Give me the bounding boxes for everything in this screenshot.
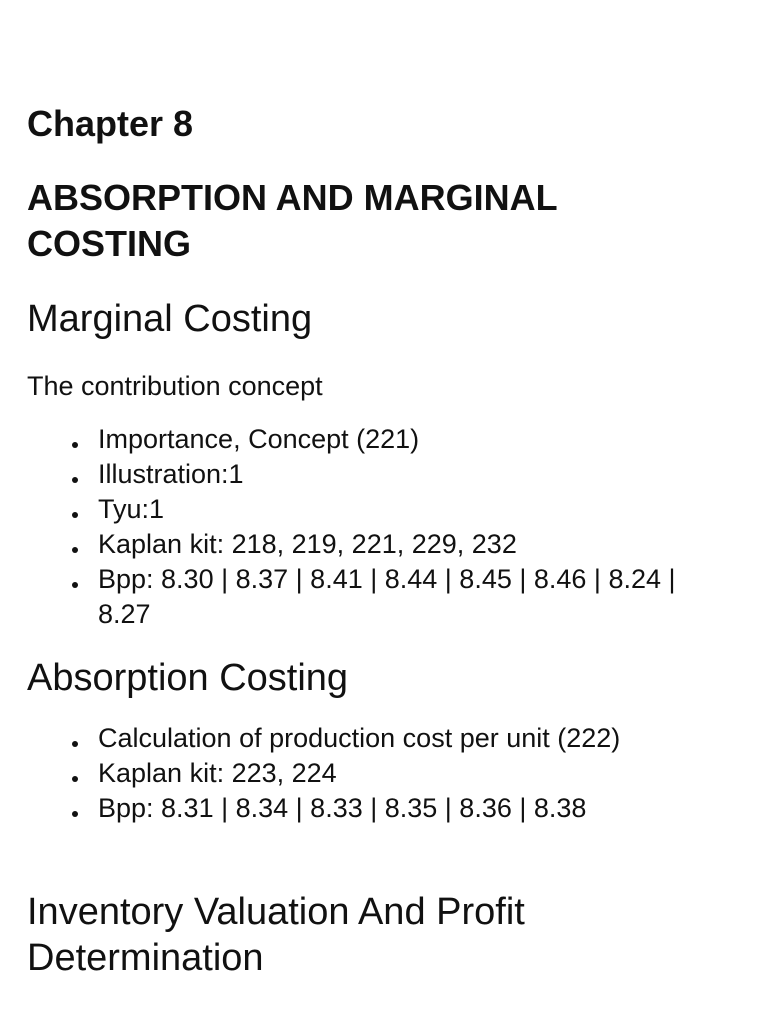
list-item-text: Kaplan kit: 218, 219, 221, 229, 232 — [98, 529, 517, 559]
list-item-text: Bpp: 8.31 | 8.34 | 8.33 | 8.35 | 8.36 | 8.38 — [98, 793, 587, 823]
list-item — [27, 721, 698, 756]
bullet-icon — [72, 477, 78, 483]
bullet-icon — [72, 547, 78, 553]
section-intro: The contribution concept — [27, 371, 323, 401]
bullet-icon — [72, 811, 78, 817]
list-item-text: Bpp: 8.30 | 8.37 | 8.41 | 8.44 | 8.45 | 8.46 | 8.24 | 8.27 — [98, 564, 676, 629]
marginal-costing-list — [27, 422, 727, 632]
absorption-costing-list — [27, 721, 727, 826]
section-heading-marginal-costing: Marginal Costing — [27, 298, 313, 340]
list-item — [27, 492, 698, 527]
chapter-label: Chapter 8 — [27, 103, 194, 144]
list-item-text: Illustration:1 — [98, 459, 244, 489]
list-item — [27, 562, 698, 632]
list-item — [27, 422, 698, 457]
list-item — [27, 457, 698, 492]
section-heading-inventory-valuation: Inventory Valuation And Profit Determination — [27, 891, 525, 979]
list-item — [27, 527, 698, 562]
list-item-text: Tyu:1 — [98, 494, 165, 524]
list-item-text: Calculation of production cost per unit (222) — [98, 723, 621, 753]
bullet-icon — [72, 776, 78, 782]
bullet-icon — [72, 582, 78, 588]
bullet-icon — [72, 512, 78, 518]
chapter-title: ABSORPTION AND MARGINAL COSTING — [27, 177, 557, 264]
list-item-text: Kaplan kit: 223, 224 — [98, 758, 337, 788]
list-item-text: Importance, Concept (221) — [98, 424, 420, 454]
bullet-icon — [72, 442, 78, 448]
list-item — [27, 756, 698, 791]
bullet-icon — [72, 741, 78, 747]
list-item — [27, 791, 698, 826]
section-heading-absorption-costing: Absorption Costing — [27, 657, 349, 699]
